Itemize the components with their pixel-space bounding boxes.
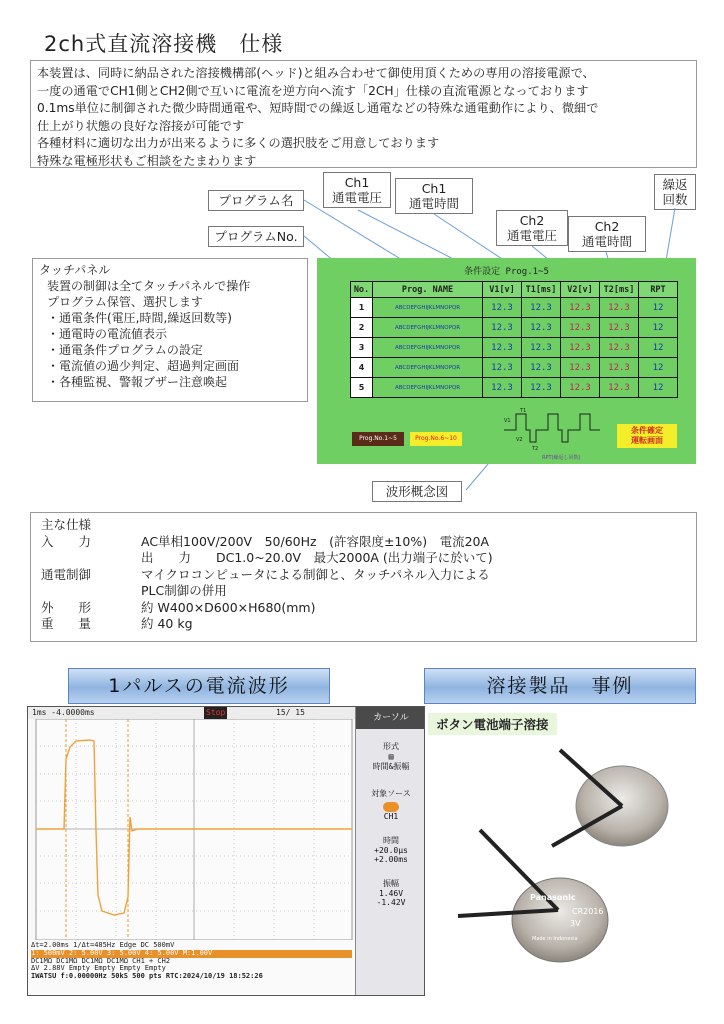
table-row[interactable]	[351, 378, 678, 398]
callout-program-no: プログラムNo.	[208, 226, 304, 247]
callout-text: Ch1	[421, 181, 447, 196]
touch-bullet: ・通電条件(電圧,時間,繰返回数等)	[47, 311, 232, 325]
battery-made: Made in Indonesia	[532, 936, 578, 942]
table-row[interactable]	[351, 318, 678, 338]
callout-text: Ch2	[519, 213, 545, 228]
spec-value: PLC制御の併用	[141, 583, 227, 598]
wave-label-v2: V2	[516, 437, 523, 443]
spec-value: 出 力 DC1.0~20.0V 最大2000A (出力端子に於いて)	[141, 550, 493, 565]
scope-status-bar	[28, 940, 355, 996]
touch-bullet: ・各種監視、警報ブザー注意喚起	[47, 375, 228, 389]
cell-name: ABCDEFGHIJKLMNOPQR	[373, 378, 483, 398]
callout-waveform: 波形概念図	[372, 481, 462, 502]
cell-v1: 12.3	[483, 338, 522, 358]
cell-v2: 12.3	[561, 338, 600, 358]
spec-row	[41, 567, 686, 584]
intro-line: 各種材料に適切な出力が出来るように多くの選択肢をご用意しております	[37, 136, 440, 150]
screen-title: 条件設定 Prog.1~5	[464, 267, 549, 277]
cell-no: 1	[351, 298, 373, 318]
cell-v2: 12.3	[561, 298, 600, 318]
cell-no: 2	[351, 318, 373, 338]
wave-label-rpt: RPT(繰返し回数)	[542, 455, 581, 460]
cell-v2: 12.3	[561, 318, 600, 338]
spec-row	[41, 616, 686, 633]
intro-line: 本装置は、同時に納品された溶接機構部(ヘッド)と組み合わせて御使用頂くための専用の溶接電源で、	[37, 66, 595, 80]
scope-stop-status: Stop	[206, 708, 226, 717]
table-row[interactable]	[351, 338, 678, 358]
banner-pulse-waveform: 1パルスの電流波形	[68, 668, 330, 704]
callout-text: Ch2	[594, 219, 620, 234]
spec-row	[41, 583, 686, 600]
wave-label-v1: V1	[504, 418, 511, 424]
button-text: 運転画面	[631, 436, 663, 445]
button-text: 条件確定	[631, 426, 663, 435]
battery-model: CR2016	[572, 907, 604, 916]
battery-brand: Panasonic	[530, 893, 576, 902]
page-title: 2ch式直流溶接機 仕様	[44, 32, 284, 56]
spec-label	[41, 583, 141, 600]
spec-label: 通電制御	[41, 566, 92, 582]
cell-t1: 12.3	[522, 358, 561, 378]
amp-label: 振幅	[383, 879, 399, 888]
col-header: V1[v]	[483, 282, 522, 298]
touch-line: プログラム保管、選択します	[47, 295, 203, 309]
spec-value: 約 W400×D600×H680(mm)	[141, 599, 316, 615]
cell-t1: 12.3	[522, 378, 561, 398]
intro-line: 0.1ms単位に制御された微少時間通電や、短時間での繰返し通電などの特殊な通電動作により、微細で	[37, 101, 599, 115]
wave-label-t2: T2	[532, 446, 539, 452]
spec-label: 重 量	[41, 616, 92, 631]
spec-row	[41, 534, 686, 551]
touch-heading: タッチパネル	[39, 263, 111, 277]
time-cursor-1[interactable]: +20.0μs	[374, 846, 408, 855]
cell-no: 3	[351, 338, 373, 358]
touch-line: 装置の制御は全てタッチパネルで操作	[47, 279, 251, 293]
cell-t2: 12.3	[600, 378, 639, 398]
spec-label: 入 力	[41, 533, 92, 549]
scope-plot	[28, 719, 355, 940]
cell-v1: 12.3	[483, 298, 522, 318]
form-label: 形式	[383, 742, 399, 751]
source-value[interactable]: CH1	[383, 812, 399, 821]
spec-value: AC単相100V/200V 50/60Hz (許容限度±10%) 電流20A	[141, 533, 490, 549]
amp-cursor-2[interactable]: -1.42V	[376, 898, 406, 907]
callout-text: 通電時間	[581, 234, 632, 249]
col-header: T1[ms]	[522, 282, 561, 298]
cell-name: ABCDEFGHIJKLMNOPQR	[373, 298, 483, 318]
oscilloscope-screen	[27, 706, 425, 996]
callout-text: 回数	[662, 192, 688, 207]
cell-rpt: 12	[639, 338, 678, 358]
touch-panel-box	[32, 258, 308, 402]
touch-bullet: ・通電条件プログラムの設定	[47, 343, 203, 357]
scope-count: 15/ 15	[276, 708, 305, 717]
intro-line: 仕上がり状態の良好な溶接が可能です	[37, 118, 245, 133]
cell-v1: 12.3	[483, 318, 522, 338]
grid-icon: ▤	[388, 752, 394, 761]
spec-box	[30, 512, 697, 642]
touch-bullet: ・通電時の電流値表示	[47, 327, 168, 341]
touch-bullet: ・電流値の過少判定、超過判定画面	[47, 359, 240, 373]
source-label: 対象ソース	[371, 789, 411, 798]
cell-v2: 12.3	[561, 378, 600, 398]
col-header: V2[v]	[561, 282, 600, 298]
cell-t2: 12.3	[600, 318, 639, 338]
cell-t1: 12.3	[522, 318, 561, 338]
cell-rpt: 12	[639, 378, 678, 398]
callout-text: 通電電圧	[506, 228, 557, 243]
intro-line: 特殊な電極形状もご相談をたまわります	[37, 153, 257, 168]
cell-t2: 12.3	[600, 338, 639, 358]
col-header: No.	[351, 282, 373, 298]
intro-line: 一度の通電でCH1側とCH2側で互いに電流を逆方向へ流す「2CH」仕様の直流電源となっております	[37, 83, 589, 98]
case-label: ボタン電池端子溶接	[428, 713, 557, 735]
cell-name: ABCDEFGHIJKLMNOPQR	[373, 358, 483, 378]
callout-text: 通電電圧	[331, 190, 382, 205]
callout-text: Ch1	[344, 175, 370, 190]
spec-label	[41, 550, 141, 567]
table-row[interactable]	[351, 298, 678, 318]
wave-label-t1: T1	[520, 408, 527, 414]
table-row[interactable]	[351, 358, 678, 378]
spec-row	[41, 550, 686, 567]
time-label: 時間	[383, 836, 399, 845]
col-header: Prog. NAME	[373, 282, 483, 298]
program-table	[350, 281, 678, 398]
cursor-header: カーソル	[356, 707, 425, 729]
col-header: RPT	[639, 282, 678, 298]
cell-t1: 12.3	[522, 338, 561, 358]
cell-no: 5	[351, 378, 373, 398]
battery-voltage: 3V	[570, 919, 581, 928]
cell-name: ABCDEFGHIJKLMNOPQR	[373, 318, 483, 338]
cell-v1: 12.3	[483, 358, 522, 378]
status-line: ΔV 2.88V Empty Empty Empty Empty	[31, 964, 166, 973]
cell-t2: 12.3	[600, 358, 639, 378]
source-badge-icon	[383, 802, 399, 812]
cell-rpt: 12	[639, 298, 678, 318]
cell-v1: 12.3	[483, 378, 522, 398]
prog-6-10-button[interactable]: Prog.No.6~10	[410, 432, 462, 446]
scope-timebase: 1ms -4.0000ms	[32, 708, 95, 717]
form-value[interactable]: 時間&振幅	[372, 762, 410, 771]
confirm-run-button[interactable]	[617, 424, 677, 448]
coin-cell-bottom	[512, 878, 608, 962]
cell-no: 4	[351, 358, 373, 378]
cell-t1: 12.3	[522, 298, 561, 318]
cell-name: ABCDEFGHIJKLMNOPQR	[373, 338, 483, 358]
cell-rpt: 12	[639, 358, 678, 378]
time-cursor-2[interactable]: +2.00ms	[374, 855, 408, 864]
cell-v2: 12.3	[561, 358, 600, 378]
amp-cursor-1[interactable]: 1.46V	[378, 889, 404, 898]
cell-rpt: 12	[639, 318, 678, 338]
spec-row	[41, 600, 686, 617]
spec-label: 外 形	[41, 599, 92, 615]
spec-value: マイクロコンピュータによる制御と、タッチパネル入力による	[141, 566, 490, 582]
status-line: DC1MΩ DC1MΩ DC1MΩ DC1MΩ CH1 + CH2	[31, 956, 171, 965]
callout-text: 通電時間	[408, 196, 459, 211]
status-line: 1: 500mV 2: 5.00V 3: 5.00V 4: 5.00V M:1.00V	[31, 950, 352, 958]
battery-photo	[440, 740, 696, 1000]
status-line: IWATSU f:0.00000Hz 50kS 500 pts RTC:2024/10/19 18:52:26	[31, 972, 263, 981]
scope-side-panel	[355, 707, 425, 996]
banner-weld-examples: 溶接製品 事例	[424, 668, 696, 704]
spec-heading: 主な仕様	[41, 517, 92, 532]
col-header: T2[ms]	[600, 282, 639, 298]
callout-program-name: プログラム名	[208, 190, 304, 211]
touch-screen-image	[317, 258, 696, 464]
callout-text: 繰返	[662, 177, 688, 192]
status-line: Δt=2.00ms 1/Δt=485Hz Edge DC 500mV	[31, 941, 175, 949]
waveform-diagram	[502, 408, 612, 460]
prog-1-5-button[interactable]: Prog.No.1~5	[352, 432, 404, 446]
spec-value: 約 40 kg	[141, 616, 193, 631]
cell-t2: 12.3	[600, 298, 639, 318]
